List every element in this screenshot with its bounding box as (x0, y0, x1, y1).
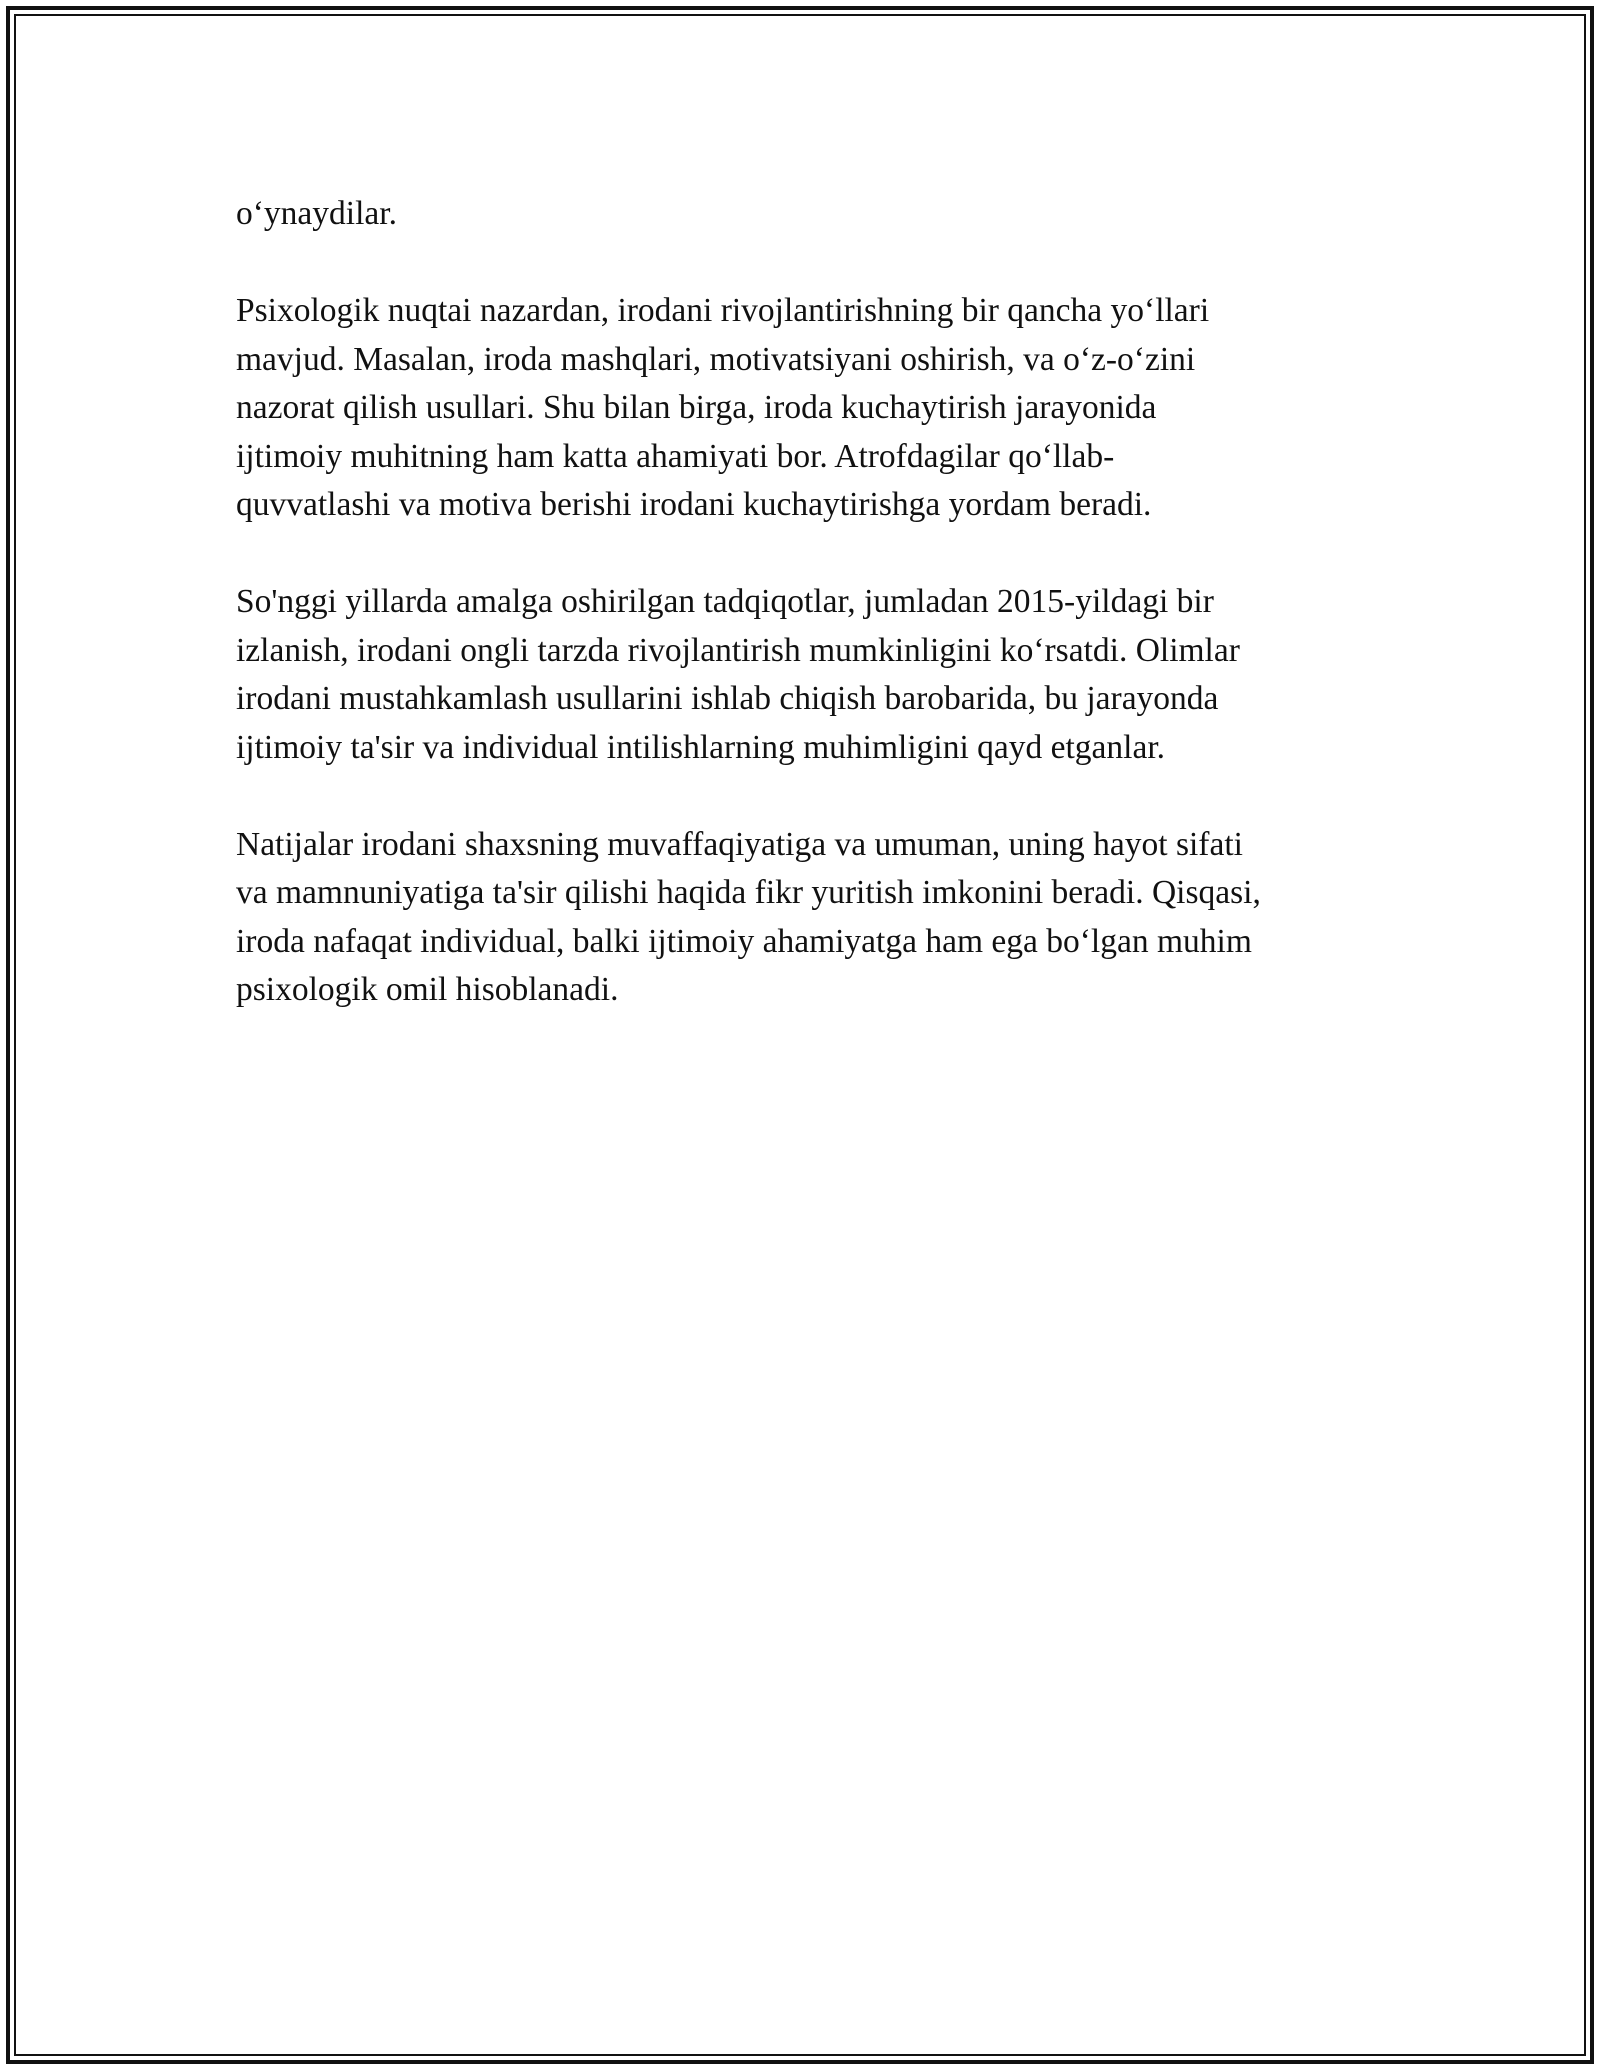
text-line: irodani mustahkamlash usullarini ishlab chiqish barobarida, bu jarayonda (236, 680, 1219, 717)
text-line: va mamnuniyatiga ta'sir qilishi haqida fikr yuritish imkonini beradi. Qisqasi, (236, 874, 1261, 911)
paragraph-1 (236, 190, 1396, 239)
text-line: ijtimoiy muhitning ham katta ahamiyati bor. Atrofdagilar qo‘llab- (236, 437, 1115, 475)
text-line: Psixologik nuqtai nazardan, irodani rivojlantirishning bir qancha yo‘llari (236, 292, 1210, 329)
paragraph-2 (236, 287, 1396, 530)
text-line: izlanish, irodani ongli tarzda rivojlantirish mumkinligini ko‘rsatdi. Olimlar (236, 631, 1240, 669)
text-line: iroda nafaqat individual, balki ijtimoiy ahamiyatga ham ega bo‘lgan muhim (236, 922, 1252, 960)
text-line: nazorat qilish usullari. Shu bilan birga, iroda kuchaytirish jarayonida (236, 389, 1157, 426)
text-line: So'nggi yillarda amalga oshirilgan tadqiqotlar, jumladan 2015-yildagi bir (236, 583, 1214, 620)
text-line: ijtimoiy ta'sir va individual intilishlarning muhimligini qayd etganlar. (236, 728, 1166, 766)
paragraph-3 (236, 578, 1396, 772)
paragraph-4 (236, 821, 1396, 1015)
document-body (236, 190, 1396, 1063)
text-line: mavjud. Masalan, iroda mashqlari, motivatsiyani oshirish, va o‘z-o‘zini (236, 340, 1196, 378)
text-line: psixologik omil hisoblanadi. (236, 971, 619, 1008)
text-line: quvvatlashi va motiva berishi irodani kuchaytirishga yordam beradi. (236, 486, 1152, 523)
text-line: o‘ynaydilar. (236, 195, 397, 232)
text-line: Natijalar irodani shaxsning muvaffaqiyatiga va umuman, uning hayot sifati (236, 825, 1243, 863)
